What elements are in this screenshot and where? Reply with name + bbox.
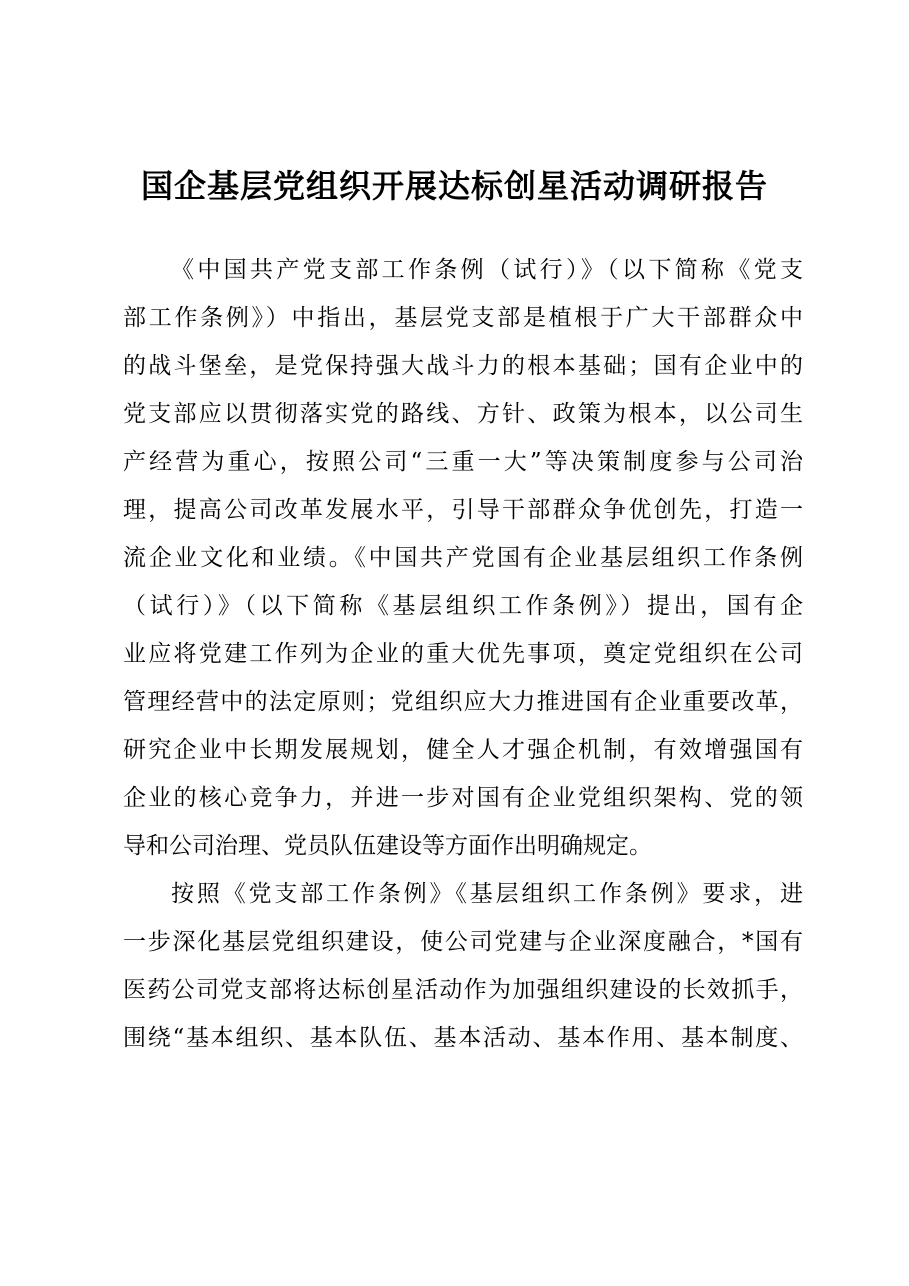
- paragraph-line: 一步深化基层党组织建设，使公司党建与企业深度融合，*国有: [123, 929, 803, 955]
- paragraph-line: 流企业文化和业绩。《中国共产党国有企业基层组织工作条例: [123, 545, 803, 571]
- paragraph-line: （试行）》（以下简称《基层组织工作条例》）提出，国有企: [123, 593, 803, 619]
- paragraph-line: 管理经营中的法定原则；党组织应大力推进国有企业重要改革，: [123, 689, 803, 715]
- paragraph-line: 《中国共产党支部工作条例（试行）》（以下简称《党支: [171, 257, 803, 283]
- paragraph-line: 党支部应以贯彻落实党的路线、方针、政策为根本，以公司生: [123, 401, 803, 427]
- paragraph-2: [123, 870, 803, 1062]
- paragraph-1: [123, 246, 803, 870]
- paragraph-line: 产经营为重心，按照公司“三重一大”等决策制度参与公司治: [123, 449, 803, 475]
- paragraph-line: 研究企业中长期发展规划，健全人才强企机制，有效增强国有: [123, 737, 803, 763]
- paragraph-line: 围绕“基本组织、基本队伍、基本活动、基本作用、基本制度、: [123, 1025, 803, 1051]
- document-body: [123, 246, 803, 1062]
- paragraph-line: 按照《党支部工作条例》《基层组织工作条例》要求，进: [171, 881, 803, 907]
- paragraph-line: 理，提高公司改革发展水平，引导干部群众争优创先，打造一: [123, 497, 803, 523]
- paragraph-line: 导和公司治理、党员队伍建设等方面作出明确规定。: [123, 833, 652, 859]
- paragraph-line: 业应将党建工作列为企业的重大优先事项，奠定党组织在公司: [123, 641, 803, 667]
- paragraph-line: 的战斗堡垒，是党保持强大战斗力的根本基础；国有企业中的: [123, 353, 803, 379]
- paragraph-line: 医药公司党支部将达标创星活动作为加强组织建设的长效抓手，: [123, 977, 803, 1003]
- paragraph-line: 部工作条例》）中指出，基层党支部是植根于广大干部群众中: [123, 305, 803, 331]
- paragraph-line: 企业的核心竞争力，并进一步对国有企业党组织架构、党的领: [123, 785, 803, 811]
- document-title: 国企基层党组织开展达标创星活动调研报告: [140, 167, 768, 205]
